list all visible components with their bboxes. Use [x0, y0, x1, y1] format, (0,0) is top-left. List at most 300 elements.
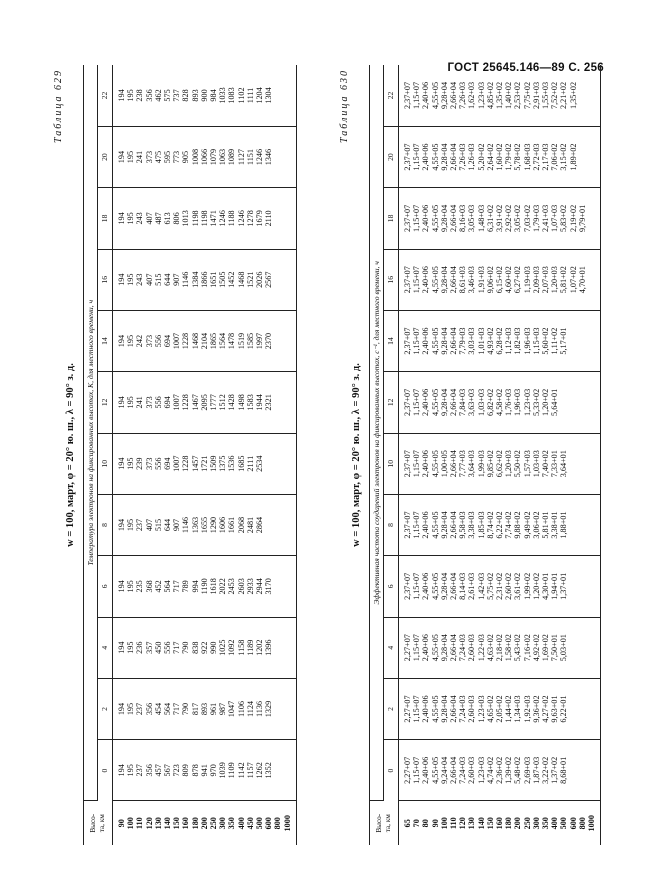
cell-value: 1,03+03 [476, 388, 486, 416]
cell-value: 8,61+03 [458, 266, 468, 294]
cell-value: 194 [117, 89, 126, 102]
cell-value: 2,61+03 [467, 572, 477, 600]
cell-value: 1471 [209, 210, 219, 227]
cell-value: 7,33+01 [550, 450, 560, 478]
value-column-cell [399, 372, 601, 433]
table-row [399, 65, 601, 845]
cell-value: 1204 [255, 87, 265, 104]
cell-value: 1661 [227, 516, 237, 534]
cell-value: 7,84+03 [458, 388, 468, 416]
cell-value: 1025 [218, 639, 228, 656]
cell-value: 1721 [199, 455, 209, 472]
cell-value: 1,11+02 [550, 327, 560, 355]
cell-value: 239 [135, 457, 145, 470]
table-630 [341, 65, 611, 845]
cell-value: 6,22+01 [559, 695, 569, 723]
height-value: 130 [153, 817, 163, 830]
cell-value: 1,15+07 [412, 388, 422, 416]
cell-value: 8,74+02 [485, 511, 495, 539]
cell-value: 2,40+06 [421, 756, 431, 784]
cell-value: 1111 [245, 87, 255, 104]
cell-value: 9,28+04 [439, 204, 449, 232]
cell-value: 194 [117, 764, 126, 777]
height-value: 1000 [282, 815, 292, 832]
cell-value: 9,28+04 [439, 634, 449, 662]
cell-value: 828 [181, 89, 191, 102]
time-column-header: 0 [98, 740, 113, 801]
cell-value: 907 [172, 518, 182, 532]
cell-value: 195 [126, 457, 136, 470]
cell-value: 373 [144, 457, 154, 470]
cell-value: 2022 [218, 578, 228, 595]
cell-value: 878 [190, 764, 200, 777]
cell-value: 1,23+03 [476, 695, 486, 723]
cell-value: 3,38+03 [467, 511, 477, 539]
cell-value: 1,35+02 [495, 81, 505, 110]
height-value: 250 [209, 817, 219, 830]
cell-value: 575 [163, 89, 173, 102]
cell-value: 1777 [209, 394, 219, 411]
cell-value: 790 [181, 702, 191, 716]
height-value: 200 [199, 817, 209, 830]
cell-value: 1,99+03 [476, 450, 486, 478]
value-column-cell [113, 126, 297, 187]
cell-value: 1,42+03 [476, 572, 486, 600]
height-value: 100 [439, 817, 449, 830]
cell-value: 1468 [190, 332, 200, 350]
cell-value: 7,24+03 [458, 634, 468, 662]
cell-value: 1352 [264, 762, 274, 779]
cell-value: 694 [163, 334, 173, 348]
cell-value: 809 [181, 764, 191, 777]
value-column-cell [113, 494, 297, 555]
cell-value: 3,03+03 [467, 327, 477, 355]
cell-value: 2,05+02 [495, 695, 505, 723]
cell-value: 457 [153, 764, 163, 777]
cell-value: 2095 [199, 394, 209, 411]
cell-value: 515 [153, 273, 163, 286]
cell-value: 6,27+02 [513, 266, 523, 294]
cell-value: 4,55+05 [430, 143, 440, 171]
cell-value: 893 [190, 89, 200, 102]
cell-value: 1246 [236, 210, 246, 227]
cell-value: 1092 [227, 639, 237, 656]
cell-value: 1290 [209, 516, 219, 534]
height-value: 800 [273, 817, 283, 830]
cell-value: 1,20+02 [531, 572, 541, 600]
cell-value: 2567 [264, 271, 274, 288]
cell-value: 2104 [199, 332, 209, 350]
cell-value: 1142 [236, 762, 246, 779]
table-title: w = 100, март, φ = 20° ю. ш., λ = 90° з. д. [65, 363, 76, 547]
cell-value: 1,15+07 [412, 450, 422, 478]
cell-value: 487 [153, 212, 163, 225]
cell-value: 9,06+02 [485, 266, 495, 294]
cell-value: 4,55+05 [430, 756, 440, 784]
value-column-cell [399, 65, 601, 126]
cell-value: 2,09+03 [531, 266, 541, 294]
height-value: 180 [190, 817, 200, 830]
cell-value: 1047 [227, 700, 237, 718]
cell-value: 9,28+04 [439, 81, 449, 110]
cell-value: 194 [117, 334, 126, 348]
cell-value: 2,91+03 [531, 81, 541, 110]
cell-value: 5,33+02 [531, 388, 541, 416]
cell-value: 195 [126, 273, 136, 286]
cell-value: 1007 [172, 455, 182, 472]
cell-value: 195 [126, 212, 136, 225]
height-value: 600 [264, 817, 274, 830]
cell-value: 6,31+02 [485, 204, 495, 232]
cell-value: 2,66+04 [449, 266, 459, 294]
cell-value: 1384 [190, 271, 200, 288]
span-header: Эффективная частота соударений электронов на фиксированных высотах, с⁻¹, для местного времени, ч [370, 65, 384, 801]
cell-value: 8,16+03 [458, 204, 468, 232]
cell-value: 356 [144, 89, 154, 102]
value-column-cell [399, 310, 601, 371]
cell-value: 1,40+02 [504, 81, 514, 110]
cell-value: 1039 [218, 762, 228, 779]
cell-value: 644 [163, 518, 173, 532]
cell-value: 454 [153, 702, 163, 716]
cell-value: 2933 [245, 578, 255, 595]
cell-value: 1505 [218, 271, 228, 288]
time-column-header: 20 [98, 126, 113, 187]
cell-value: 243 [135, 212, 145, 225]
cell-value: 717 [172, 702, 182, 716]
cell-value: 194 [117, 273, 126, 286]
cell-value: 2,60+03 [467, 695, 477, 723]
cell-value: 5,81+01 [541, 511, 551, 539]
cell-value: 1198 [190, 210, 200, 227]
cell-value: 2,37+07 [403, 327, 412, 355]
cell-value: 1,15+07 [412, 695, 422, 723]
cell-value: 1146 [181, 271, 191, 288]
cell-value: 407 [144, 212, 154, 225]
cell-value: 7,16+02 [522, 634, 532, 662]
table-number: Таблица 629 [53, 69, 64, 143]
cell-value: 2,18+02 [495, 634, 505, 662]
cell-value: 1,22+03 [476, 634, 486, 662]
cell-value: 1583 [245, 394, 255, 411]
cell-value: 1,69+02 [541, 634, 551, 662]
cell-value: 5,78+02 [513, 143, 523, 171]
cell-value: 9,28+04 [439, 572, 449, 600]
cell-value: 5,50+02 [513, 450, 523, 478]
cell-value: 452 [153, 580, 163, 593]
height-value: 180 [504, 817, 514, 830]
time-column-header: 16 [98, 249, 113, 310]
height-value: 160 [181, 817, 191, 830]
cell-value: 2111 [245, 455, 255, 472]
cell-value: 1151 [245, 149, 255, 166]
cell-value: 567 [163, 764, 173, 777]
cell-value: 2,31+02 [495, 572, 505, 600]
time-column-header: 6 [384, 556, 399, 617]
cell-value: 2,37+07 [403, 143, 412, 171]
cell-value: 4,55+05 [430, 634, 440, 662]
cell-value: 5,20+02 [476, 143, 486, 171]
height-value: 160 [495, 817, 505, 830]
cell-value: 356 [144, 764, 154, 777]
time-column-header: 2 [384, 678, 399, 739]
time-column-header: 10 [98, 433, 113, 494]
cell-value: 1,82+03 [513, 327, 523, 355]
page-header: ГОСТ 25645.146—89 С. 256 [447, 62, 604, 74]
cell-value: 195 [126, 641, 136, 654]
cell-value: 9,24+04 [439, 756, 449, 784]
cell-value: 2,40+06 [421, 572, 431, 600]
cell-value: 243 [135, 273, 145, 286]
cell-value: 1866 [199, 271, 209, 288]
cell-value: 2864 [255, 516, 265, 534]
height-value: 100 [126, 817, 136, 830]
cell-value: 9,85+02 [485, 450, 495, 478]
cell-value: 2944 [255, 578, 265, 595]
cell-value: 1,15+07 [412, 572, 422, 600]
height-value: 1000 [587, 815, 597, 832]
value-column-cell [113, 188, 297, 249]
cell-value: 905 [181, 150, 191, 164]
cell-value: 806 [172, 212, 182, 225]
value-column-cell [113, 433, 297, 494]
cell-value: 907 [172, 273, 182, 286]
cell-value: 3,64+01 [559, 450, 569, 478]
height-value: 800 [577, 817, 587, 830]
cell-value: 1,15+07 [412, 511, 422, 539]
cell-value: 1124 [245, 700, 255, 718]
cell-value: 3,06+02 [531, 511, 541, 539]
value-column-cell [399, 556, 601, 617]
cell-value: 2,40+06 [421, 266, 431, 294]
cell-value: 4,55+05 [430, 450, 440, 478]
cell-value: 2,21+02 [559, 81, 569, 110]
cell-value: 941 [199, 764, 209, 777]
rotated-page-content [55, 65, 615, 845]
cell-value: 1278 [245, 210, 255, 227]
cell-value: 4,70+01 [577, 266, 587, 294]
cell-value: 789 [181, 580, 191, 593]
cell-value: 4,55+05 [430, 572, 440, 600]
cell-value: 5,48+02 [513, 756, 523, 784]
time-column-header: 4 [98, 617, 113, 678]
cell-value: 1,23+03 [476, 81, 486, 110]
cell-value: 1,48+03 [476, 204, 486, 232]
cell-value: 564 [163, 702, 173, 716]
height-value: 110 [449, 817, 459, 830]
cell-value: 4,55+05 [430, 695, 440, 723]
cell-value: 984 [209, 89, 219, 102]
height-value: 150 [172, 817, 182, 830]
cell-value: 2,36+02 [495, 756, 505, 784]
cell-value: 2,37+07 [403, 572, 412, 600]
cell-value: 5,75+02 [485, 572, 495, 600]
cell-value: 1136 [255, 700, 265, 718]
cell-value: 373 [144, 150, 154, 164]
height-value: 500 [255, 817, 265, 830]
cell-value: 737 [172, 89, 182, 102]
cell-value: 1,03+03 [531, 450, 541, 478]
cell-value: 922 [199, 641, 209, 654]
cell-value: 2,92+02 [504, 204, 514, 232]
cell-value: 9,28+04 [439, 695, 449, 723]
cell-value: 1079 [209, 148, 219, 166]
cell-value: 1,96+03 [513, 388, 523, 416]
cell-value: 4,30+01 [541, 572, 551, 600]
cell-value: 2,40+06 [421, 450, 431, 478]
cell-value: 356 [144, 702, 154, 716]
cell-value: 195 [126, 150, 136, 164]
cell-value: 1606 [218, 516, 228, 534]
height-value: 65 [403, 819, 412, 828]
cell-value: 3,15+02 [559, 143, 569, 171]
cell-value: 2,40+06 [421, 695, 431, 723]
height-value: 130 [467, 817, 477, 830]
cell-value: 194 [117, 641, 126, 654]
cell-value: 3,38+01 [550, 511, 560, 539]
cell-value: 694 [163, 457, 173, 470]
cell-value: 2370 [264, 332, 274, 350]
cell-value: 2321 [264, 394, 274, 411]
time-column-header: 8 [384, 494, 399, 555]
cell-value: 5,60+02 [541, 327, 551, 355]
time-column-header: 22 [98, 65, 113, 126]
value-column-cell [399, 494, 601, 555]
cell-value: 1,85+03 [476, 511, 486, 539]
cell-value: 1944 [255, 394, 265, 411]
cell-value: 2,37+07 [403, 450, 412, 478]
cell-value: 9,49+02 [522, 511, 532, 539]
cell-value: 1146 [181, 516, 191, 534]
cell-value: 1685 [236, 455, 246, 472]
cell-value: 1066 [199, 148, 209, 166]
cell-value: 717 [172, 641, 182, 654]
cell-value: 2,66+04 [449, 695, 459, 723]
cell-value: 242 [135, 334, 145, 348]
cell-value: 373 [144, 334, 154, 348]
cell-value: 2,41+03 [541, 204, 551, 232]
cell-value: 9,63+01 [550, 695, 560, 723]
cell-value: 1262 [255, 762, 265, 779]
cell-value: 1,44+02 [504, 695, 514, 723]
cell-value: 195 [126, 518, 136, 532]
cell-value: 1478 [227, 332, 237, 350]
cell-value: 2,07+03 [541, 266, 551, 294]
cell-value: 2,37+07 [403, 204, 412, 232]
cell-value: 4,27+02 [541, 695, 551, 723]
cell-value: 1498 [236, 394, 246, 411]
cell-value: 4,55+05 [430, 327, 440, 355]
cell-value: 4,92+02 [531, 634, 541, 662]
cell-value: 2534 [255, 455, 265, 472]
height-value: 250 [522, 817, 532, 830]
cell-value: 1246 [218, 210, 228, 227]
value-column-cell [399, 433, 601, 494]
cell-value: 1375 [218, 455, 228, 472]
cell-value: 961 [209, 702, 219, 716]
cell-value: 1127 [236, 149, 246, 166]
cell-value: 990 [209, 641, 219, 654]
cell-value: 241 [135, 396, 145, 409]
cell-value: 723 [172, 764, 182, 777]
cell-value: 3,05+03 [467, 204, 477, 232]
cell-value: 2,40+06 [421, 327, 431, 355]
cell-value: 1198 [199, 210, 209, 227]
cell-value: 4,55+05 [430, 511, 440, 539]
cell-value: 1428 [227, 394, 237, 411]
cell-value: 462 [153, 89, 163, 102]
cell-value: 556 [163, 641, 173, 654]
cell-value: 5,17+01 [559, 327, 569, 355]
height-value: 140 [163, 817, 173, 830]
height-value: 500 [559, 817, 569, 830]
value-column-cell [113, 617, 297, 678]
cell-value: 195 [126, 580, 136, 593]
cell-value: 1188 [227, 210, 237, 227]
height-value: 80 [421, 819, 431, 828]
cell-value: 4,93+02 [485, 327, 495, 355]
cell-value: 2,40+06 [421, 81, 431, 110]
cell-value: 1536 [227, 455, 237, 472]
time-column-header: 20 [384, 126, 399, 187]
cell-value: 1,07+02 [568, 266, 578, 294]
cell-value: 2603 [236, 578, 246, 595]
cell-value: 694 [163, 396, 173, 409]
cell-value: 3170 [264, 578, 274, 595]
cell-value: 3,61+02 [513, 572, 523, 600]
cell-value: 1,26+03 [467, 143, 477, 171]
cell-value: 1512 [218, 394, 228, 411]
cell-value: 970 [209, 764, 219, 777]
cell-value: 6,22+02 [495, 511, 505, 539]
cell-value: 407 [144, 518, 154, 532]
cell-value: 7,06+02 [550, 143, 560, 171]
cell-value: 2,66+04 [449, 388, 459, 416]
cell-value: 1655 [199, 516, 209, 534]
cell-value: 4,63+02 [485, 634, 495, 662]
cell-value: 195 [126, 764, 136, 777]
cell-value: 2453 [227, 578, 237, 595]
cell-value: 194 [117, 457, 126, 470]
cell-value: 1,60+02 [495, 143, 505, 171]
cell-value: 368 [144, 580, 154, 593]
cell-value: 2,66+04 [449, 511, 459, 539]
cell-value: 1,07+03 [550, 204, 560, 232]
cell-value: 1651 [209, 271, 219, 288]
cell-value: 1,88+01 [559, 511, 569, 539]
cell-value: 357 [144, 641, 154, 654]
cell-value: 2,37+07 [403, 266, 412, 294]
cell-value: 2068 [236, 516, 246, 534]
time-column-header: 12 [384, 372, 399, 433]
time-column-header: 14 [384, 310, 399, 371]
cell-value: 1,91+03 [476, 266, 486, 294]
cell-value: 1,37+01 [559, 572, 569, 600]
cell-value: 2,66+04 [449, 756, 459, 784]
cell-value: 1346 [264, 148, 274, 166]
height-value: 110 [135, 817, 145, 830]
cell-value: 1202 [255, 639, 265, 656]
value-column-cell [399, 617, 601, 678]
cell-value: 2,37+07 [403, 511, 412, 539]
cell-value: 9,28+04 [439, 327, 449, 355]
cell-value: 194 [117, 580, 126, 593]
cell-value: 1,34+03 [513, 695, 523, 723]
cell-value: 1,15+07 [412, 327, 422, 355]
cell-value: 2026 [255, 271, 265, 288]
cell-value: 515 [153, 518, 163, 532]
cell-value: 1,23+03 [522, 388, 532, 416]
